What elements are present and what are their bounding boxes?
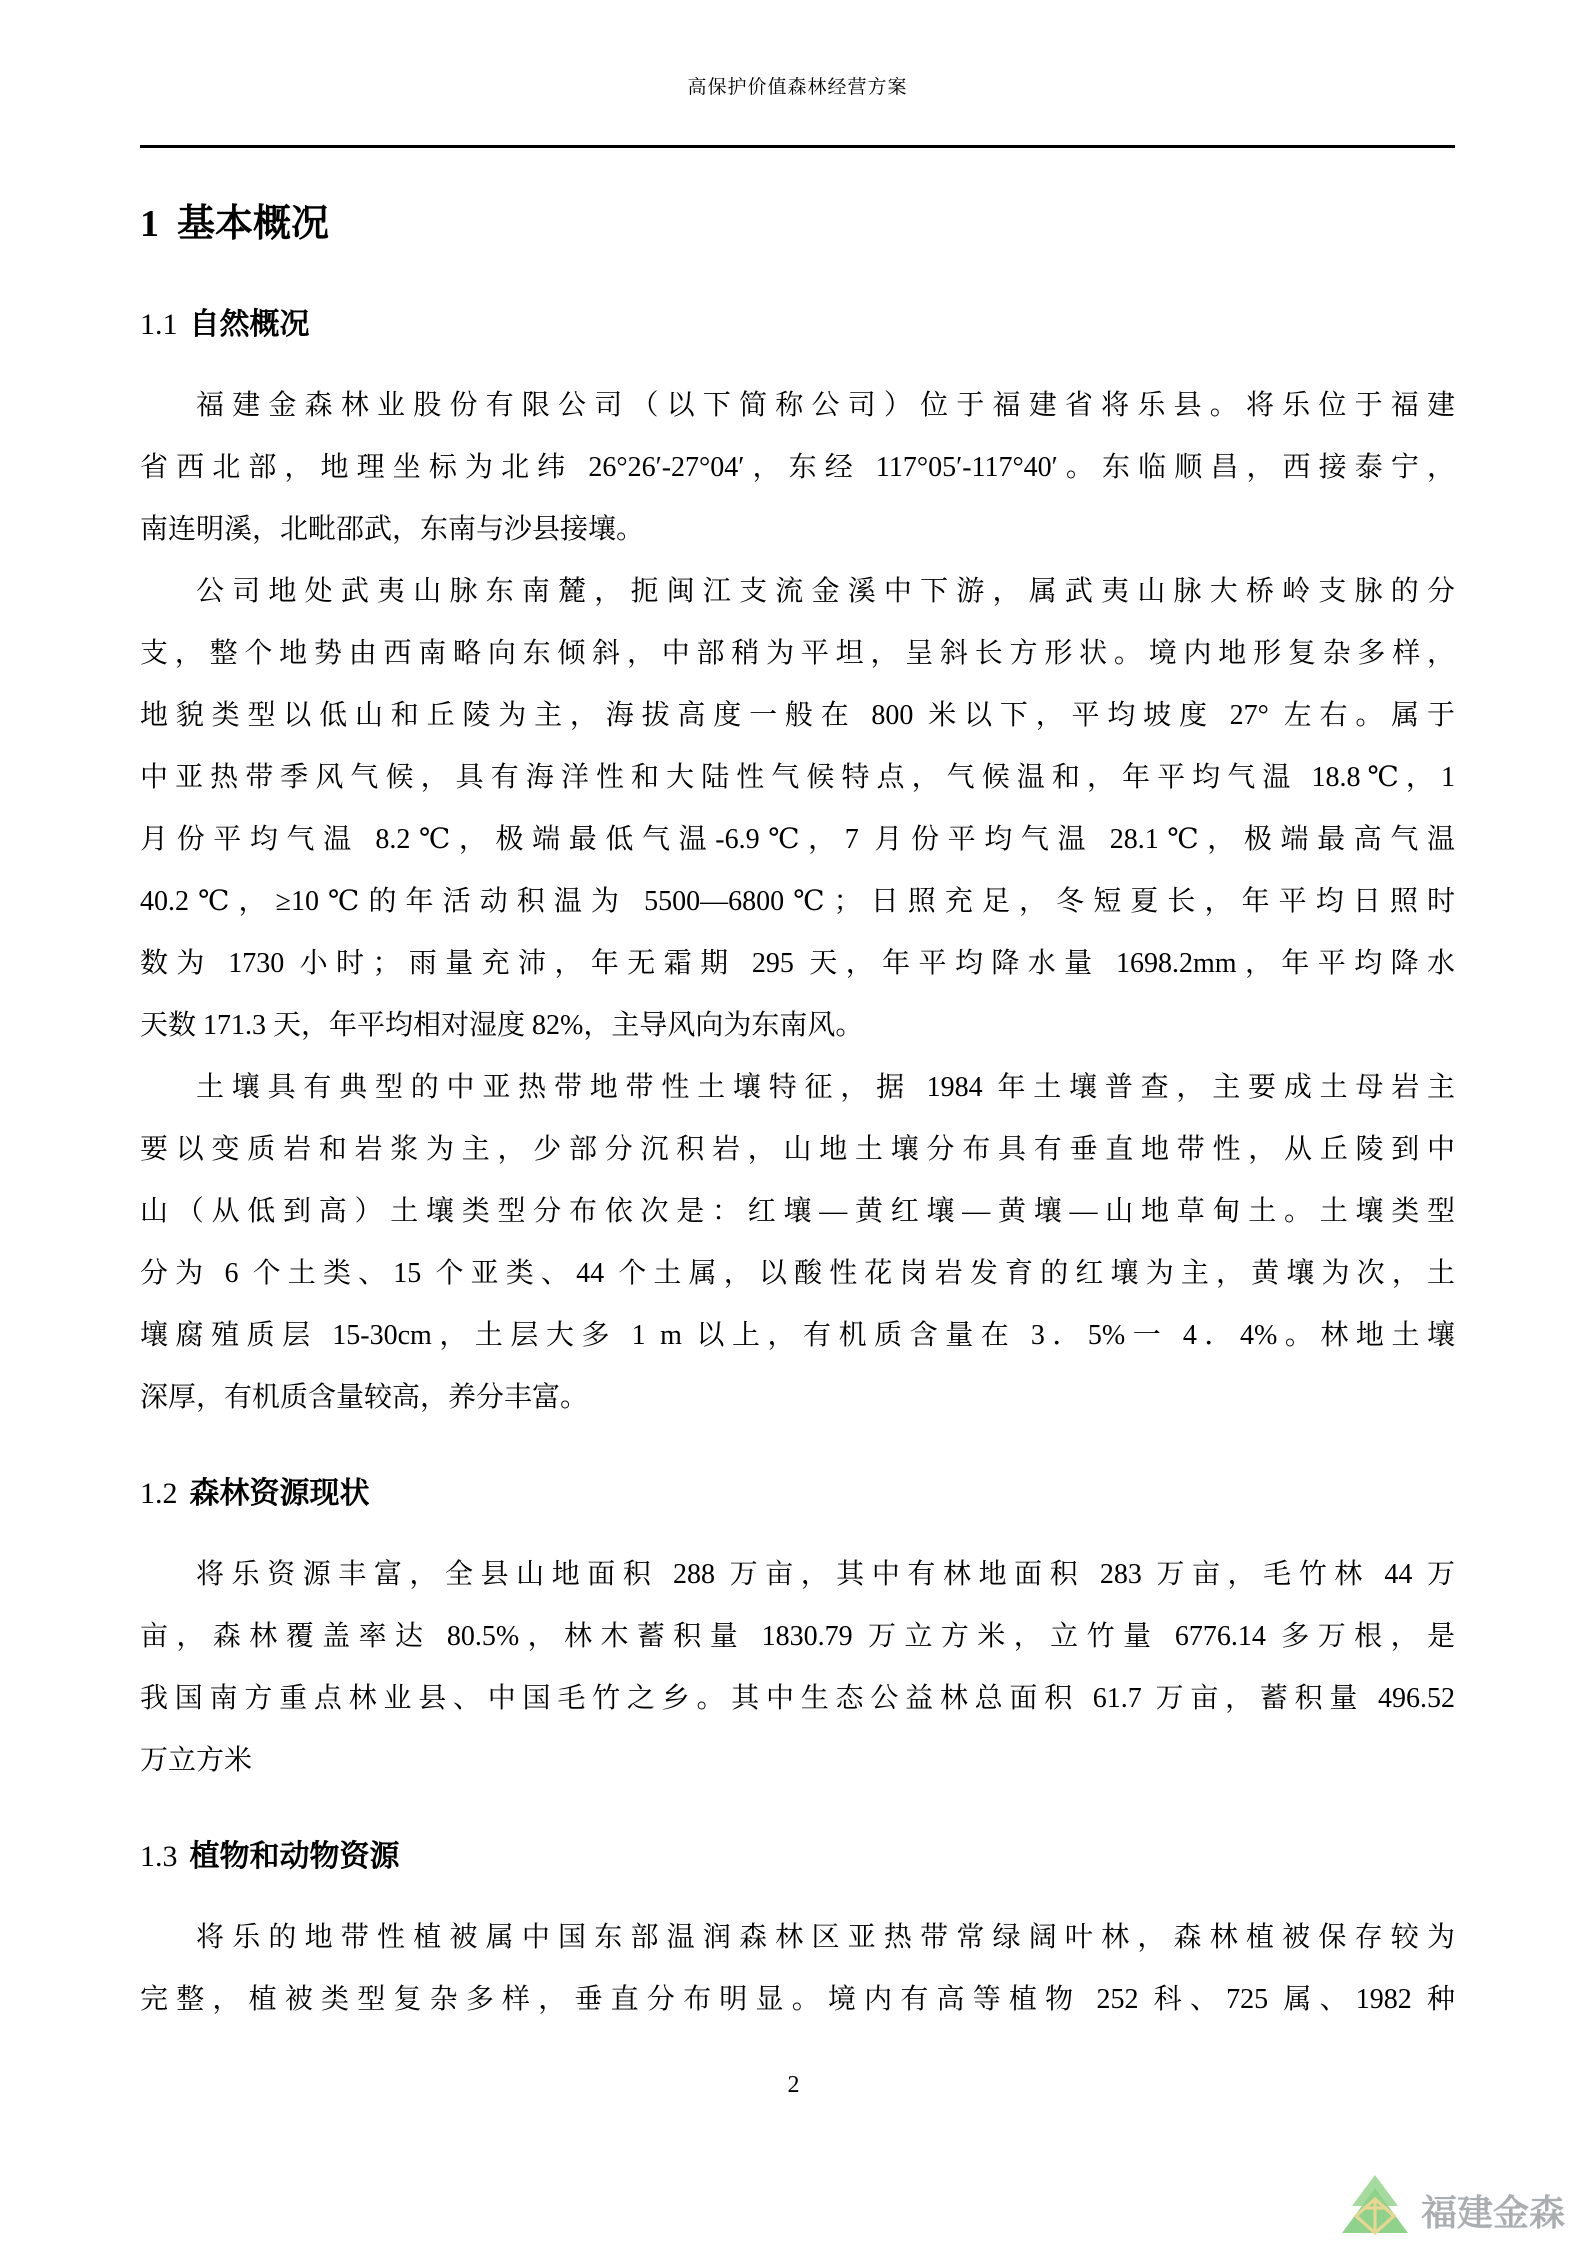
paragraph (140, 1907, 1455, 2031)
paragraph-line: 壤腐殖质层 15-30cm，土层大多 1 m 以上，有机质含量在 3．5%一 4．4%。林地土壤 (140, 1320, 1455, 1351)
section-heading-1-2 (140, 1474, 1455, 1514)
section-label: 植物和动物资源 (189, 1840, 400, 1873)
paragraph-line: 福建金森林业股份有限公司（以下简称公司）位于福建省将乐县。将乐位于福建 (196, 390, 1455, 421)
section-number: 1.3 (140, 1840, 178, 1873)
paragraph-line: 天数 171.3 天，年平均相对湿度 82%，主导风向为东南风。 (140, 1010, 864, 1041)
paragraph-line: 将乐资源丰富，全县山地面积 288 万亩，其中有林地面积 283 万亩，毛竹林 44 万 (196, 1559, 1455, 1590)
paragraph-line: 土壤具有典型的中亚热带地带性土壤特征，据 1984 年土壤普查，主要成土母岩主 (196, 1072, 1455, 1103)
paragraph-line: 中亚热带季风气候，具有海洋性和大陆性气候特点，气候温和，年平均气温 18.8℃，1 (140, 762, 1455, 793)
chapter-title (140, 200, 1455, 248)
paragraph-line: 地貌类型以低山和丘陵为主，海拔高度一般在 800 米以下，平均坡度 27° 左右。属于 (140, 700, 1455, 731)
page-header (140, 72, 1455, 99)
section-label: 森林资源现状 (189, 1477, 370, 1510)
section-heading-1-1 (140, 305, 1455, 345)
pine-tree-icon (1342, 2175, 1408, 2233)
section-heading-1-3 (140, 1837, 1455, 1877)
paragraph-line: 省西北部，地理坐标为北纬 26°26′-27°04′，东经 117°05′-117°40′。东临顺昌，西接泰宁， (140, 452, 1455, 483)
section-label: 自然概况 (189, 308, 310, 341)
paragraph-line: 月份平均气温 8.2℃，极端最低气温-6.9℃，7 月份平均气温 28.1℃，极端最高气温 (140, 824, 1455, 855)
paragraph-line: 要以变质岩和岩浆为主，少部分沉积岩，山地土壤分布具有垂直地带性，从丘陵到中 (140, 1134, 1455, 1165)
paragraph-line: 深厚，有机质含量较高，养分丰富。 (140, 1382, 589, 1413)
paragraph (140, 1544, 1455, 1792)
paragraph-line: 40.2℃，≥10℃的年活动积温为 5500—6800℃；日照充足，冬短夏长，年平均日照时 (140, 886, 1455, 917)
paragraph (140, 375, 1455, 561)
running-header-title: 高保护价值森林经营方案 (687, 77, 908, 98)
paragraph-line: 我国南方重点林业县、中国毛竹之乡。其中生态公益林总面积 61.7 万亩，蓄积量 496.52 (140, 1683, 1455, 1714)
paragraph-line: 山（从低到高）土壤类型分布依次是：红壤—黄红壤—黄壤—山地草甸土。土壤类型 (140, 1196, 1455, 1227)
paragraph-line: 亩，森林覆盖率达 80.5%，林木蓄积量 1830.79 万立方米，立竹量 6776.14 多万根，是 (140, 1621, 1455, 1652)
page-number: 2 (787, 2072, 800, 2098)
paragraph-line: 数为 1730 小时；雨量充沛，年无霜期 295 天，年平均降水量 1698.2mm，年平均降水 (140, 948, 1455, 979)
paragraph-line: 南连明溪，北毗邵武，东南与沙县接壤。 (140, 514, 645, 545)
paragraph-line: 万立方米 (140, 1745, 253, 1776)
header-divider (140, 145, 1455, 148)
logo-text-glyphs: 福建金森 (1421, 2192, 1566, 2233)
paragraph (140, 1057, 1455, 1429)
paragraph (140, 561, 1455, 1057)
paragraph-line: 完整，植被类型复杂多样，垂直分布明显。境内有高等植物 252 科、725 属、1982 种 (140, 1984, 1455, 2015)
paragraph-line: 公司地处武夷山脉东南麓，扼闽江支流金溪中下游，属武夷山脉大桥岭支脉的分 (196, 576, 1455, 607)
section-number: 1.1 (140, 308, 178, 341)
paragraph-line: 支，整个地势由西南略向东倾斜，中部稍为平坦，呈斜长方形状。境内地形复杂多样， (140, 638, 1455, 669)
paragraph-line: 将乐的地带性植被属中国东部温润森林区亚热带常绿阔叶林，森林植被保存较为 (196, 1922, 1455, 1953)
paragraph-line: 分为 6 个土类、15 个亚类、44 个土属，以酸性花岗岩发育的红壤为主，黄壤为次，土 (140, 1258, 1455, 1289)
chapter-label: 基本概况 (177, 203, 330, 245)
chapter-number: 1 (140, 203, 159, 245)
page-footer (0, 2072, 1587, 2099)
section-number: 1.2 (140, 1477, 178, 1510)
company-logo (1339, 2175, 1579, 2235)
